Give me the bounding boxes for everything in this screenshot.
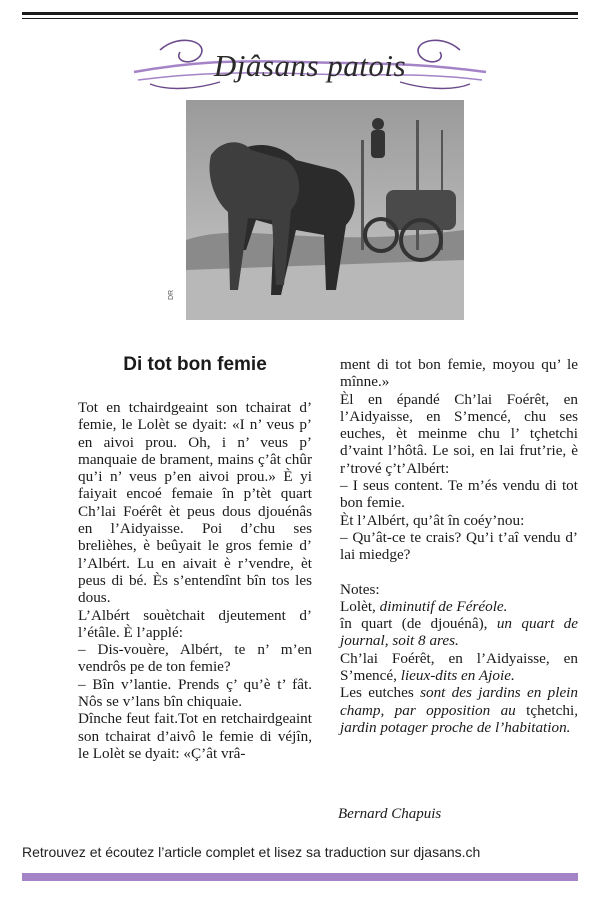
paragraph: Tot en tchairdgeaint son tchairat d’ femie, le Lolèt se dyait: «I n’ veus p’ en aivoi prou. Oh, i n’ veus p’ manquaie de brament, mains ç’ât chûr qu’i n’ veus p’en aivoi prou.» È yi faiyait encoé femaie în p’tèt quart Ch’lai Foérêt èt peus dous djouénâs en l’Aidyaisse. Poi d’chu ses brelièhes, è beûyait le gros femie d’ l’Albért. Lu en aivait è r’vendre, èt peus di bé. Ès s’entendînt bîn tos les dous. <box>78 399 312 607</box>
note-definition: lieux-dits en Ajoie. <box>400 667 515 685</box>
note-3 <box>340 650 578 685</box>
note-term: Lolèt, <box>340 597 376 615</box>
note-term: Ch’lai Foérêt, en l’Aidyaisse, en S’mencé, <box>340 649 578 685</box>
top-rule-thin <box>22 18 578 19</box>
note-2 <box>340 615 578 650</box>
paragraph: Èl en épandé Ch’lai Foérêt, en l’Aidyaisse, en S’mencé, chu ses euches, èt meinme chu l’ tçhetchi d’vaint l’hôtâ. Le soi, en lai frut’rie, è r’trové ç’t’Albért: <box>340 390 578 477</box>
paragraph: Dînche feut fait.Tot en retchairdgeaint son tchairat d’aivô le femie di véjîn, le Lolèt se dyait: «Ç’ât vrâ- <box>78 710 312 762</box>
note-term: în quart (de djouénâ), <box>340 615 488 633</box>
note-term: Les eutches <box>340 684 414 702</box>
paragraph: L’Albért souètchait djeutement d’ l’étâle. È l’applé: <box>78 606 312 641</box>
note-definition: sont des jardins en plein champ, par opposition au <box>340 684 578 719</box>
notes-label: Notes: <box>340 580 380 598</box>
paragraph: – Bîn v’lantie. Prends ç’ qu’è t’ fât. Nôs se v’lans bîn chiquaie. <box>78 675 312 711</box>
note-definition: diminutif de Féréole. <box>379 597 508 615</box>
paragraph: Èt l’Albért, qu’ât în coéy’nou: <box>340 511 525 529</box>
paragraph: – Qu’ât-ce te crais? Qu’i t’aî vendu d’ lai miedge? <box>340 528 578 564</box>
paragraph: – Dis-vouère, Albért, te n’ m’en vendrôs pe de ton femie? <box>78 641 312 676</box>
author-signature: Bernard Chapuis <box>338 806 442 822</box>
top-rule-thick <box>22 12 578 15</box>
footer-bar <box>22 873 578 881</box>
paragraph: ment di tot bon femie, moyou qu’ le mînne.» <box>340 356 578 391</box>
spacer <box>340 564 578 581</box>
article-column-left <box>78 399 312 762</box>
article-title: Di tot bon femie <box>123 354 267 375</box>
note-1 <box>340 598 578 615</box>
article-column-right <box>340 356 578 736</box>
note-definition: jardin potager proche de l’habitation. <box>340 718 571 736</box>
header-title: Djâsans patois <box>213 48 407 83</box>
note-definition: un quart de journal, soit 8 ares. <box>340 615 579 650</box>
paragraph: – I seus content. Te m’és vendu di tot bon femie. <box>340 477 578 512</box>
note-term: tçhetchi, <box>526 701 578 719</box>
header-banner <box>130 22 490 94</box>
footer-text: Retrouvez et écoutez l’article complet et lisez sa traduction sur djasans.ch <box>22 844 481 860</box>
note-4 <box>340 684 578 736</box>
photo-credit: DR <box>168 289 175 300</box>
article-photo <box>186 100 464 320</box>
